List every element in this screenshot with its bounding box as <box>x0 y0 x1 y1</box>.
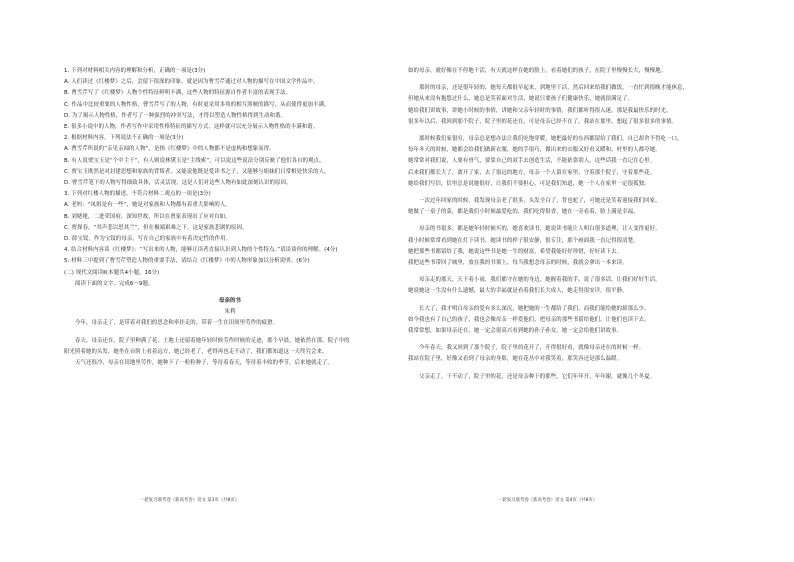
text-line: 今年，母亲走了，是带着对我们的思念和牵挂走的。带着一生在田间里劳作的疲惫。 <box>75 320 279 327</box>
text-line: A. 人们读过《红楼梦》之后，会留下很深的印象，就是因为曹雪芹通过对人物的描写在中国文学作品中。 <box>64 79 319 86</box>
text-line: 我常常想，如果母亲还在，她一定会很高兴看到她的孙子孙女，她一定会给他们讲故事。 <box>408 328 623 335</box>
text-line: B. 曹雪芹写了《红楼梦》人物个性特征鲜明丰满，这些人物的特征源自作者丰富的表现手法。 <box>64 90 292 97</box>
text-line: 她做了一桌子的菜，都是我们小时候最爱吃的，我们吃得很香，她在一旁看着，脸上满是幸福。 <box>408 209 639 216</box>
text-line: 她给我们写信，信里总是说她很好，让我们不要担心，可是我们知道，她一个人在家里一定很孤独。 <box>408 180 650 187</box>
right-column <box>408 66 738 383</box>
text-line: A. 老妈：“凤姐是有一些”，她是对家族和人物都有着重大影响的人。 <box>64 202 231 209</box>
text-line: 朱利 <box>224 309 236 316</box>
text-line: 如今我也有了自己的孩子，我也会像母亲一样爱他们，把母亲的那些书留给他们，让他们也读下去。 <box>408 316 650 323</box>
text-line: 2. 根据材料内容，下列说法不正确的一项是(3分) <box>64 135 184 142</box>
text-line: 天气还很冷，母亲在田地里劳作，她种下了一粒粒种子，等待着春天，等待着丰收的季节，后来她就走了。 <box>75 360 334 367</box>
text-line: 我小时候常常看到她在灯下读书，她读书的样子很安静，很专注，那个画面我一直记得很清楚。 <box>408 237 639 244</box>
text-line: D. 曹雪芹笔下的人物写得细致具体，活灵活现，这是人们对这些人物有如此深刻认识的原因。 <box>64 180 292 187</box>
text-line: 春天，母亲还在，院子里种满了花，土地上还留着她年轻时候劳作时候的足迹，那个早晨，她依然在那，院子中的 <box>75 337 350 344</box>
text-line: 她给我们讲故事，讲她小时候的事情，讲她和父亲年轻时的事情，我们都听得很入迷，那是我最快乐的时光。 <box>408 107 672 114</box>
text-line: 如的母亲，就好像在不停地干活，有天就这样在她的脸上，看着她们的孩子，在院子里慢慢长大，慢慢地。 <box>408 68 667 74</box>
page-footer-left: 一轮复习联考卷（新高考卷）语文 第3页（共8页） <box>140 498 240 503</box>
text-line: D. 薛宝钗，作为宝钗的母亲，写在自己的家族中有着决定性的作用。 <box>64 236 232 243</box>
text-line: 3. 下列对红楼人物的描述，不符合材料二观点的一项是(3分) <box>64 191 211 198</box>
page-footer-right: 一轮复习联考卷（新高考卷）语文 第4页（共8页） <box>498 498 598 503</box>
text-line: E. 很多小说中的人物，作者写作中采用性格特征的描写方式，这样就可以充分展示人物性格的丰满和谐。 <box>64 124 319 131</box>
text-line: 一次过年回家的时候，我发现母亲老了很多，头发全白了，背也驼了，可她还是笑着迎接我们回家。 <box>419 198 661 205</box>
text-line: C. 作品中比较重要的人物性格，曹雪芹写了的人物，有时更采用多角的相互照映的描写，从而使得更加丰满。 <box>64 101 330 108</box>
text-line: 她常常对我们说，人要有骨气，要靠自己的双手去创造生活，不能依靠别人，这些话我一直记在心里。 <box>408 158 656 165</box>
text-line: 但她从来没有抱怨过什么，她总是笑着面对生活，她说只要孩子们健康快乐，她就很满足了。 <box>408 96 634 103</box>
text-line: 母亲走的那天，天下着小雨，我们都守在她的身边，她握着我的手，说了很多话，让我们好好生活。 <box>419 277 661 284</box>
text-line: 那时的母亲，还是很年轻的，她每天都很早起来，到地里干活，然后回来给我们做饭，一直忙到很晚才能休息， <box>419 85 689 92</box>
text-line: 父亲走了，干不动了，院子里的花，还是母亲种下的那些，它们年年开，年年谢，就像几个冬夏。 <box>419 373 656 380</box>
text-line: 后来我们都长大了，离开了家，去了很远的地方，母亲一个人留在家里，守着那个院子，守着那些花。 <box>408 169 656 176</box>
text-line: C. 贾宝玉既然是对封建思想和家族的背叛者，又能说他既是爱读书之子，又能够与姐妹们日常相处快乐的人。 <box>64 168 330 175</box>
text-line: 她说她这一生没有什么遗憾，最大的幸福就是看着我们长大成人，她走得很安详，很平静。 <box>408 288 628 295</box>
text-line: A. 曹雪芹所说的“亲见亲闻的人物”，是指《红楼梦》中的人物都不是虚构和想象而得。 <box>64 146 275 153</box>
text-line: B. 有人说贾宝玉是“个中主干”，有人则说林黛玉是“主线索”，可以说这些说法分别反映了他们各自的观点。 <box>64 157 325 164</box>
text-line: 5. 材料三中提到了曹雪芹塑造人物的重要手法，请结合《红楼梦》中的人物形象加以分析说明。(6分) <box>64 258 310 265</box>
text-line: 今年春天，我又回到了那个院子，院子里的花开了，开得很好看，就像母亲还在的时候一样。 <box>419 345 645 352</box>
text-line: D. 为了揭示人物性格，作者写了一种强烈的冲突写法，才得以塑造人物性格得到生动和谐。 <box>64 112 287 119</box>
text-line: 那时候我们家很穷，母亲总是想办法让我们吃饱穿暖，她把最好的东西都留给了我们，自己却舍不得吃一口， <box>419 136 683 143</box>
text-line: 阅读下面的文字，完成6～9题。 <box>75 280 154 287</box>
text-line: 很多年以后，我回到那个院子，院子里的花还在，可是母亲已经不在了，我站在那里，想起了很多很多的事情。 <box>408 118 678 125</box>
text-line: C. 贾探春，“其声悲以思其兰”，但在极端艰难之下，这是家族悲剧的原因。 <box>64 224 248 231</box>
text-line: 长大了，我才明白母亲的爱有多么深沉，她把她的一生都给了我们，而我们能给她的却那么少。 <box>419 305 650 312</box>
text-line: 每年冬天的时候，她都会给我们做新衣服，她的手很巧，做出来的衣服又好看又暖和，村里的人都夸她。 <box>408 147 661 154</box>
text-line: 阳光照着她的头发，她坐在台阶上看着远方，她已经老了，老得再也走不动了，我们都知道这一天终究会来。 <box>64 348 328 355</box>
left-column <box>64 66 396 369</box>
text-line: (二) 现代文阅读Ⅱ(本题共4小题，16分) <box>64 269 160 276</box>
text-line: B. 刘姥姥，二进荣国府，深知世故，所以在贾家表现出了应对自如。 <box>64 213 231 220</box>
text-line: 母亲的书很多，都是她年轻时候买的，她喜欢读书，她说读书能让人明白很多道理，让人变得更好。 <box>419 226 661 233</box>
text-line: 我站在院子里，好像又看到了母亲的身影，她在花丛中对我笑着，那笑容还是那么温暖。 <box>408 356 623 363</box>
text-line: 我把这些书带回了城里，放在我的书架上，每当我想念母亲的时候，我就会拿出一本来读。 <box>408 260 628 267</box>
text-line: 4. 结合材料内容谈《红楼梦》：“写出来的人物，能够让读者直接认识到人物的个性特点。”请谈谈你的理解。(4分) <box>64 247 338 254</box>
text-line: 1. 下列对材料相关内容的理解和分析，正确的一项是(3分) <box>64 68 206 74</box>
text-line: 母亲的书 <box>219 298 241 305</box>
text-line: 她把那些书都留给了我，她说这些书是她一生的财富，希望我能好好珍惜，好好读下去。 <box>408 248 623 255</box>
